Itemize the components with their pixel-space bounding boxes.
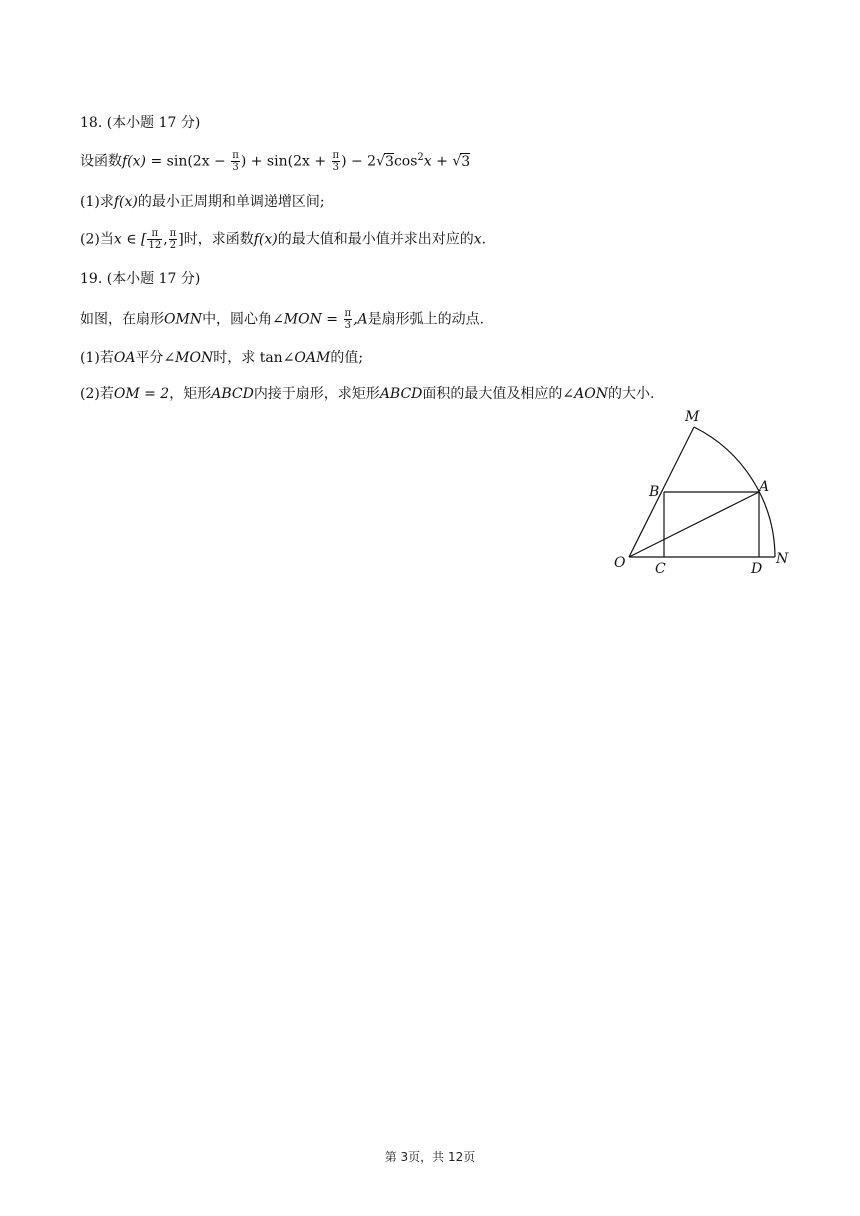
q19-tan: tan [259,350,283,366]
label-b: B [649,484,660,500]
q18-sin-term-2: sin(2x + [266,153,331,170]
q18-sin-term-1: sin(2x − [166,153,231,170]
q18-paren: ) [240,153,247,170]
q18-fraction-pi-over-2 [169,228,178,251]
q19-angle-aon: ∠AON [562,386,608,402]
q19-point-a: ,A [353,311,368,328]
segment-oa [629,492,759,557]
frac-den: 2 [169,240,177,251]
label-m: M [685,409,700,425]
q19-part1-prefix: (1)若 [80,350,114,366]
q18-part2-mid: 时，求函数 [183,231,254,248]
frac-den: 12 [148,240,162,251]
q18-function-definition [80,150,470,173]
label-a: A [759,479,770,495]
q19-part1-end: 的值; [330,350,364,366]
label-c: C [655,561,666,577]
q18-minus-term: − 2 [346,153,377,170]
frac-den: 3 [232,162,239,173]
q18-part2-x: x [473,231,482,248]
q19-part1-mid2: 时，求 [213,350,260,366]
sector-rectangle-figure [605,405,805,585]
q18-part2-text: 的最大值和最小值并求出对应的 [277,231,474,248]
sqrt-icon: √ [452,153,462,170]
q18-cos-exponent: 2 [417,151,424,163]
q19-fraction-pi-over-3 [344,308,353,331]
sqrt-icon: √ [376,153,386,170]
q18-part2-end: . [481,231,487,248]
q18-intro-text: 设函数 [80,153,122,170]
q19-part1-angle2: ∠OAM [282,350,331,366]
q18-header: 18. (本小题 17 分) [80,115,201,131]
frac-num: π [169,228,177,239]
q18-plus: + [246,153,267,170]
q19-part2-mid2: 内接于扇形，求矩形 [253,386,380,402]
q19-part1 [80,347,363,369]
page-footer: 第 3页，共 12页 [384,1150,476,1164]
q18-part2-fx: f(x) [253,231,278,248]
q19-abcd-2: ABCD [379,386,423,402]
label-o: O [614,555,626,571]
q19-part2-mid3: 面积的最大值及相应的 [422,386,563,402]
q19-om-eq: OM = 2 [113,386,170,402]
q18-part2-prefix: (2)当 [80,231,114,248]
label-n: N [776,551,789,567]
q18-equals: = [146,153,167,170]
frac-num: π [232,150,239,161]
q19-intro-mid: 中，圆心角 [202,311,273,328]
q18-part2 [80,228,486,251]
q18-fraction-pi-over-3a [231,150,240,173]
q18-part1-text: 的最小正周期和单调递增区间; [137,194,325,210]
q19-abcd: ABCD [211,386,254,402]
q19-oa: OA [113,350,136,366]
q19-angle-mon: ∠MON = [272,311,343,328]
frac-num: π [147,228,162,240]
q18-part1-fx: f(x) [113,194,138,210]
q18-paren: ) [341,153,347,170]
frac-num: π [332,150,340,161]
q18-part1-prefix: (1)求 [80,194,114,210]
q18-part2-interval-close: ] [178,231,184,248]
q19-part2-mid: ，矩形 [169,386,212,402]
q19-part2-prefix: (2)若 [80,386,114,402]
q18-fx: f(x) [122,153,147,170]
q19-part1-angle: ∠MON [163,350,214,366]
label-d: D [751,561,763,577]
q19-part2 [80,383,654,405]
q18-cos-var: x + [423,153,453,170]
q18-cos: cos [393,153,418,170]
q18-fraction-pi-over-12 [147,228,162,251]
q18-sqrt-3b: 3 [461,153,471,170]
q19-intro-prefix: 如图，在扇形 [80,311,164,328]
q18-part2-interval-open: x ∈ [ [113,231,147,248]
q18-sqrt-3: 3 [385,153,394,170]
frac-den: 3 [344,320,351,331]
q18-part1 [80,191,325,213]
q19-intro [80,308,484,331]
frac-den: 3 [332,162,339,173]
q18-fraction-pi-over-3b [332,150,341,173]
q19-part2-end: 的大小. [608,386,655,402]
q19-header: 19. (本小题 17 分) [80,271,201,287]
q18-part2-sep: , [163,231,168,248]
q19-part1-mid: 平分 [135,350,164,366]
frac-num: π [344,308,352,319]
q19-omn: OMN [164,311,203,328]
q19-intro-end: 是扇形弧上的动点. [367,311,485,328]
